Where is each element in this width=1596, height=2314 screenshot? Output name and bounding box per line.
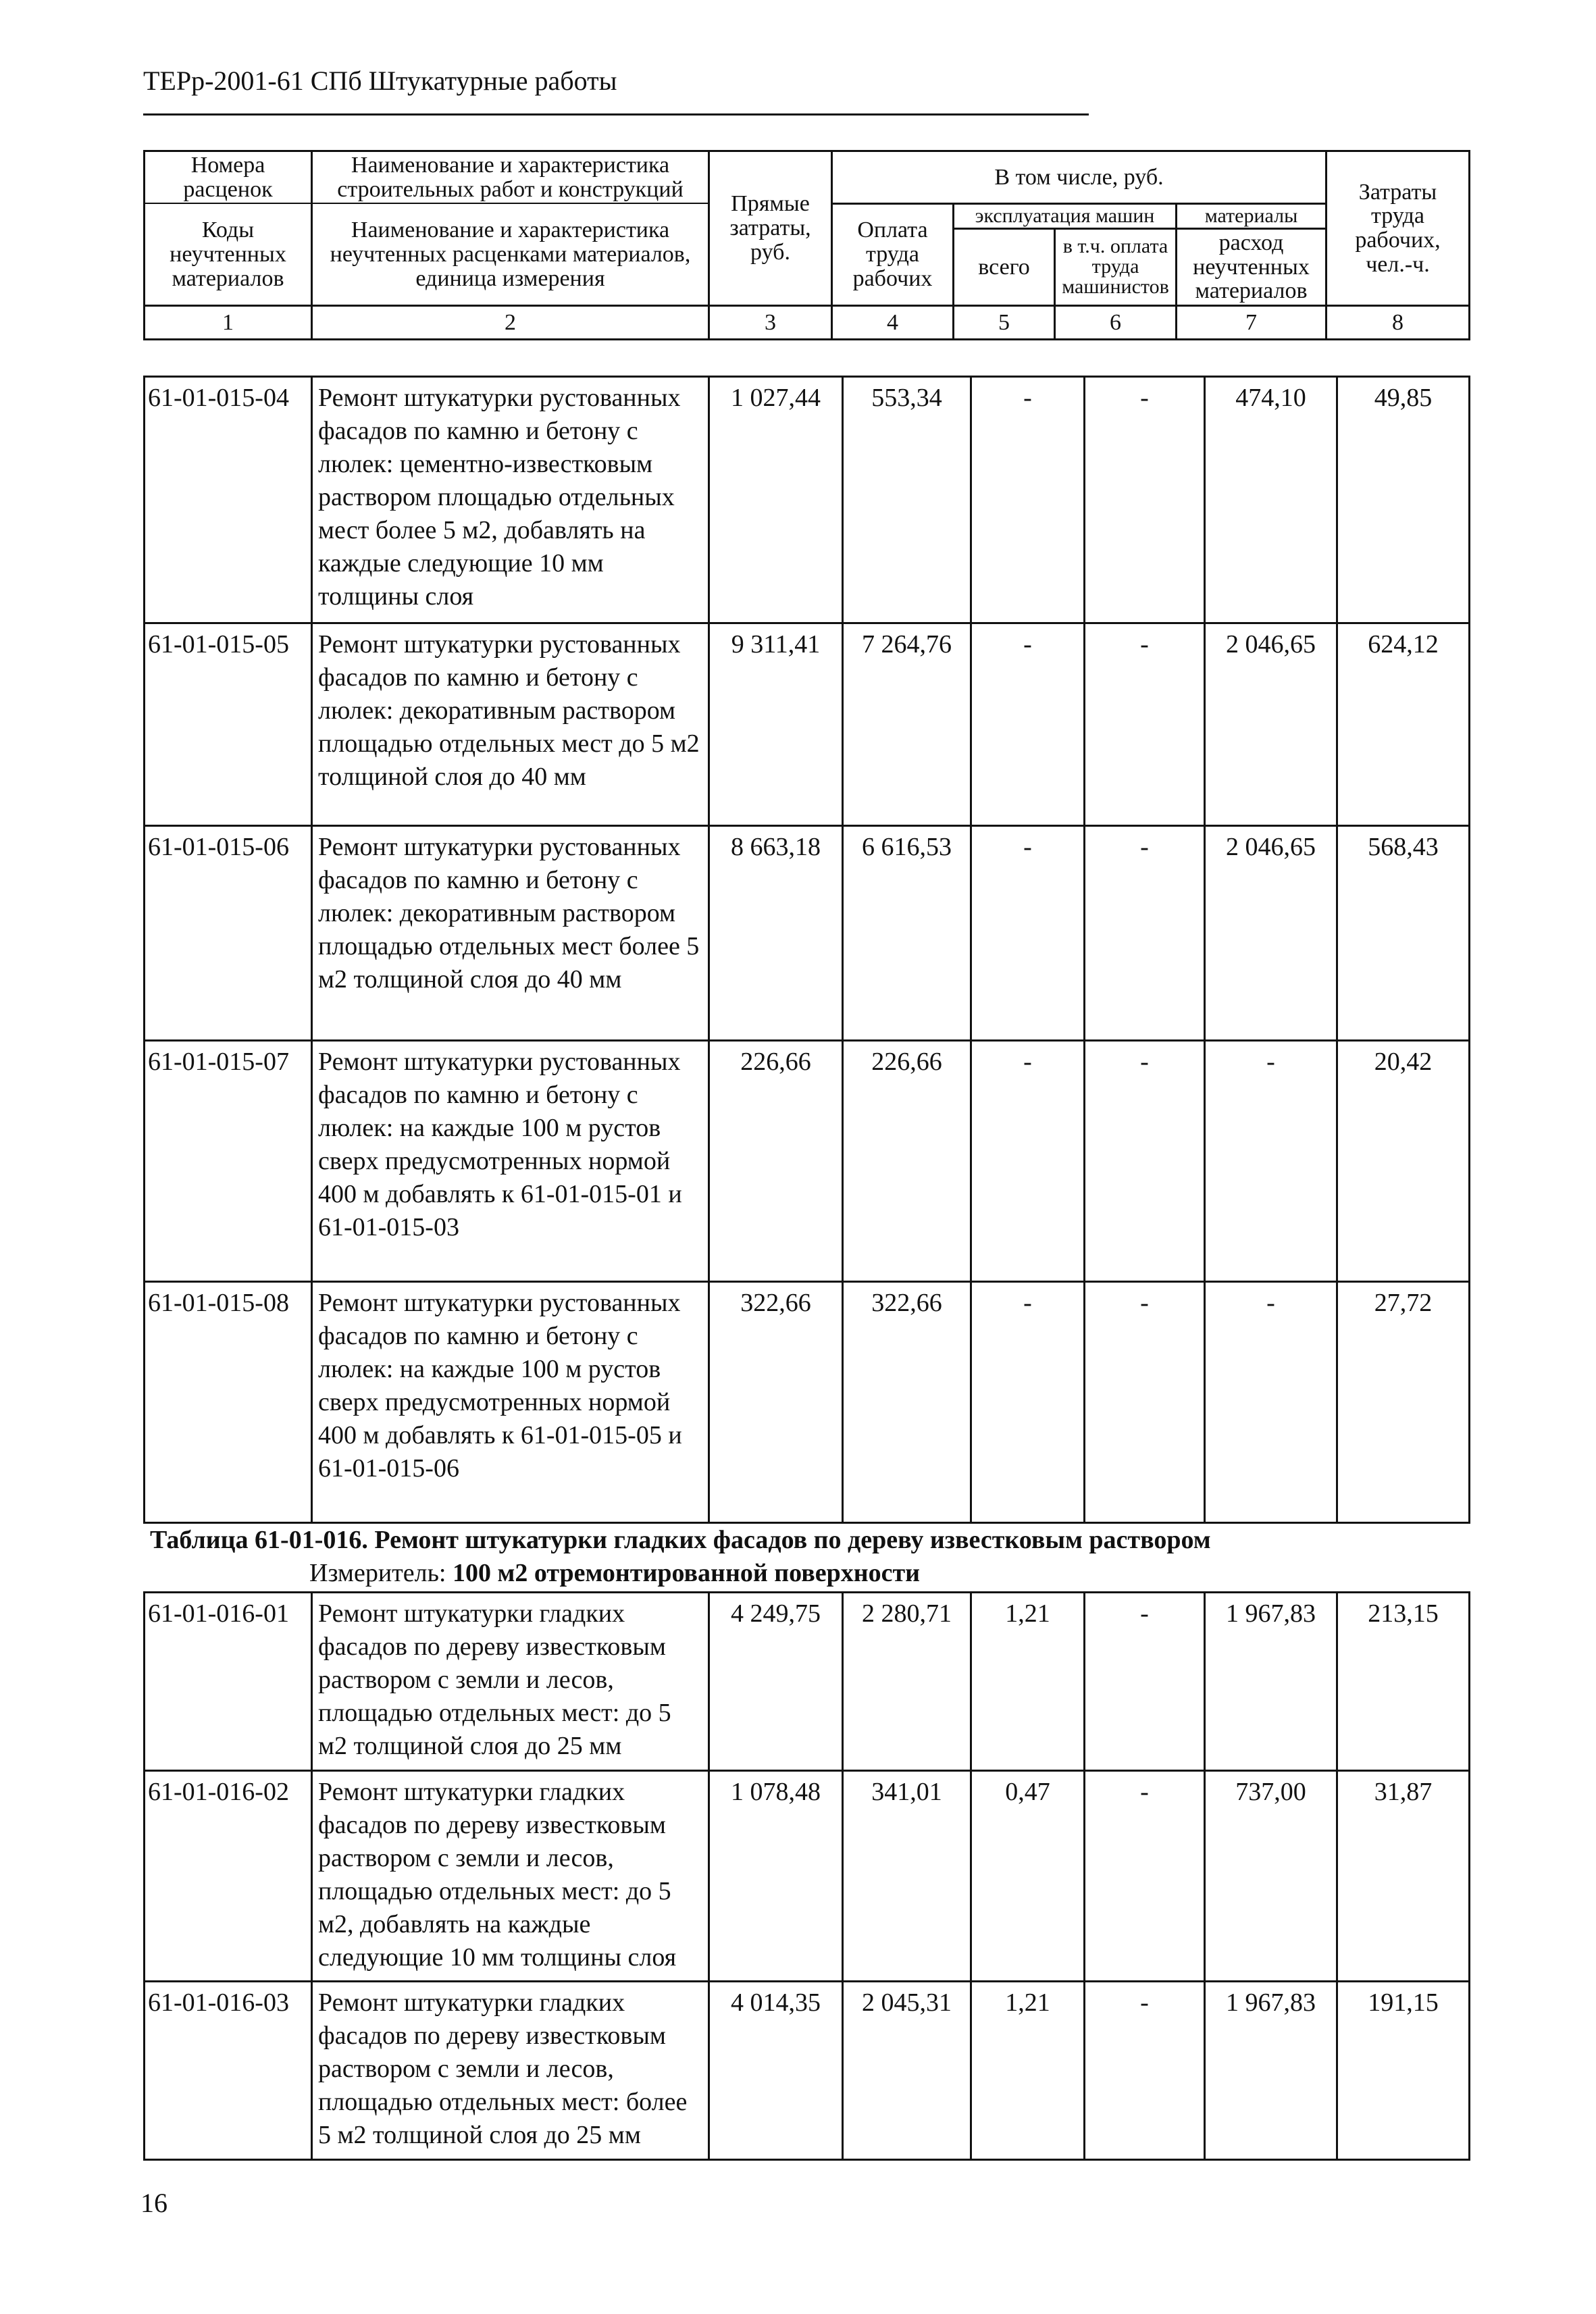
column-number: 6 <box>1055 305 1177 339</box>
worker-pay-value: 2 045,31 <box>843 1982 971 2160</box>
direct-costs-value: 1 027,44 <box>709 377 843 623</box>
worker-pay-value: 226,66 <box>843 1041 971 1282</box>
header-unaccounted-materials: расход неучтенных материалов <box>1177 228 1327 305</box>
header-material-name: Наименование и характеристика неучтенных расценками материалов, единица измерения <box>312 203 709 305</box>
unit-line <box>309 1558 920 1588</box>
operator-pay-value: - <box>1085 1593 1205 1771</box>
direct-costs-value: 9 311,41 <box>709 623 843 826</box>
column-number: 3 <box>709 305 832 339</box>
operator-pay-value: - <box>1085 826 1205 1041</box>
rate-description: Ремонт штукатурки рустованных фасадов по камню и бетону с люлек: на каждые 100 м рустов сверх предусмотренных нормой 400 м добавлять к 61-01-015-05 и 61-01-015-06 <box>312 1282 709 1523</box>
header-labor-hours: Затраты труда рабочих, чел.-ч. <box>1327 151 1470 306</box>
header-materials: материалы <box>1177 203 1327 228</box>
rate-code: 61-01-016-01 <box>145 1593 312 1771</box>
column-number: 8 <box>1327 305 1470 339</box>
rate-description: Ремонт штукатурки рустованных фасадов по камню и бетону с люлек: цементно-известковым раствором площадью отдельных мест более 5 м2, добавлять на каждые следующие 10 мм толщины слоя <box>312 377 709 623</box>
worker-pay-value: 322,66 <box>843 1282 971 1523</box>
table-title: Таблица 61-01-016. Ремонт штукатурки гладких фасадов по дереву известковым раствором <box>150 1526 1211 1554</box>
direct-costs-value: 4 249,75 <box>709 1593 843 1771</box>
column-number: 4 <box>832 305 954 339</box>
labor-hours-value: 49,85 <box>1337 377 1470 623</box>
materials-value: 1 967,83 <box>1205 1593 1337 1771</box>
table-row <box>145 1771 1470 1982</box>
rate-code: 61-01-015-04 <box>145 377 312 623</box>
direct-costs-value: 4 014,35 <box>709 1982 843 2160</box>
worker-pay-value: 553,34 <box>843 377 971 623</box>
rate-description: Ремонт штукатурки гладких фасадов по дереву известковым раствором с земли и лесов, площадью отдельных мест: более 5 м2 толщиной слоя до 25 мм <box>312 1982 709 2160</box>
labor-hours-value: 568,43 <box>1337 826 1470 1041</box>
column-number: 1 <box>145 305 312 339</box>
column-number: 5 <box>954 305 1055 339</box>
materials-value: - <box>1205 1041 1337 1282</box>
materials-value: 2 046,65 <box>1205 826 1337 1041</box>
operator-pay-value: - <box>1085 377 1205 623</box>
operator-pay-value: - <box>1085 1982 1205 2160</box>
table-row <box>145 1593 1470 1771</box>
rates-table-015 <box>143 376 1470 1524</box>
rate-description: Ремонт штукатурки рустованных фасадов по камню и бетону с люлек: декоративным раствором площадью отдельных мест более 5 м2 толщиной слоя до 40 мм <box>312 826 709 1041</box>
direct-costs-value: 226,66 <box>709 1041 843 1282</box>
header-direct-costs: Прямые затраты, руб. <box>709 151 832 306</box>
header-rule <box>143 113 1089 115</box>
direct-costs-value: 8 663,18 <box>709 826 843 1041</box>
operator-pay-value: - <box>1085 1771 1205 1982</box>
rate-description: Ремонт штукатурки гладких фасадов по дереву известковым раствором с земли и лесов, площадью отдельных мест: до 5 м2, добавлять на каждые следующие 10 мм толщины слоя <box>312 1771 709 1982</box>
rate-description: Ремонт штукатурки гладких фасадов по дереву известковым раствором с земли и лесов, площадью отдельных мест: до 5 м2 толщиной слоя до 25 мм <box>312 1593 709 1771</box>
labor-hours-value: 213,15 <box>1337 1593 1470 1771</box>
header-machines-total: всего <box>954 228 1055 305</box>
table-row <box>145 1041 1470 1282</box>
page-number: 16 <box>140 2188 168 2218</box>
column-numbers-row <box>145 305 1470 339</box>
materials-value: - <box>1205 1282 1337 1523</box>
labor-hours-value: 191,15 <box>1337 1982 1470 2160</box>
header-work-name: Наименование и характеристика строительных работ и конструкций <box>312 151 709 204</box>
header-including: В том числе, руб. <box>832 151 1327 204</box>
header-worker-pay: Оплата труда рабочих <box>832 203 954 305</box>
rate-code: 61-01-016-02 <box>145 1771 312 1982</box>
materials-value: 2 046,65 <box>1205 623 1337 826</box>
column-number: 7 <box>1177 305 1327 339</box>
rate-code: 61-01-015-06 <box>145 826 312 1041</box>
machines-total-value: - <box>971 1282 1085 1523</box>
direct-costs-value: 322,66 <box>709 1282 843 1523</box>
rate-description: Ремонт штукатурки рустованных фасадов по камню и бетону с люлек: на каждые 100 м рустов сверх предусмотренных нормой 400 м добавлять к 61-01-015-01 и 61-01-015-03 <box>312 1041 709 1282</box>
worker-pay-value: 6 616,53 <box>843 826 971 1041</box>
header-machine-operation: эксплуатация машин <box>954 203 1177 228</box>
rates-table-016 <box>143 1591 1470 2161</box>
machines-total-value: 1,21 <box>971 1982 1085 2160</box>
materials-value: 737,00 <box>1205 1771 1337 1982</box>
rate-code: 61-01-016-03 <box>145 1982 312 2160</box>
table-row <box>145 826 1470 1041</box>
labor-hours-value: 624,12 <box>1337 623 1470 826</box>
rate-description: Ремонт штукатурки рустованных фасадов по камню и бетону с люлек: декоративным раствором площадью отдельных мест до 5 м2 толщиной слоя до 40 мм <box>312 623 709 826</box>
machines-total-value: - <box>971 1041 1085 1282</box>
rate-code: 61-01-015-07 <box>145 1041 312 1282</box>
operator-pay-value: - <box>1085 1041 1205 1282</box>
direct-costs-value: 1 078,48 <box>709 1771 843 1982</box>
unit-label: Измеритель: <box>309 1559 446 1587</box>
labor-hours-value: 20,42 <box>1337 1041 1470 1282</box>
table-row <box>145 1282 1470 1523</box>
materials-value: 1 967,83 <box>1205 1982 1337 2160</box>
table-row <box>145 1982 1470 2160</box>
header-operator-pay: в т.ч. оплата труда машинистов <box>1055 228 1177 305</box>
table-row <box>145 377 1470 623</box>
worker-pay-value: 341,01 <box>843 1771 971 1982</box>
machines-total-value: 0,47 <box>971 1771 1085 1982</box>
machines-total-value: - <box>971 623 1085 826</box>
page-header: ТЕРр-2001-61 СПб Штукатурные работы <box>143 66 617 96</box>
header-material-codes: Коды неучтенных материалов <box>145 203 312 305</box>
column-number: 2 <box>312 305 709 339</box>
labor-hours-value: 31,87 <box>1337 1771 1470 1982</box>
operator-pay-value: - <box>1085 1282 1205 1523</box>
machines-total-value: - <box>971 377 1085 623</box>
table-row <box>145 623 1470 826</box>
materials-value: 474,10 <box>1205 377 1337 623</box>
operator-pay-value: - <box>1085 623 1205 826</box>
rate-code: 61-01-015-08 <box>145 1282 312 1523</box>
unit-value: 100 м2 отремонтированной поверхности <box>453 1559 921 1587</box>
labor-hours-value: 27,72 <box>1337 1282 1470 1523</box>
header-row-numbers: Номера расценок <box>145 151 312 204</box>
worker-pay-value: 7 264,76 <box>843 623 971 826</box>
rate-code: 61-01-015-05 <box>145 623 312 826</box>
machines-total-value: - <box>971 826 1085 1041</box>
column-header-table <box>143 150 1470 340</box>
worker-pay-value: 2 280,71 <box>843 1593 971 1771</box>
machines-total-value: 1,21 <box>971 1593 1085 1771</box>
